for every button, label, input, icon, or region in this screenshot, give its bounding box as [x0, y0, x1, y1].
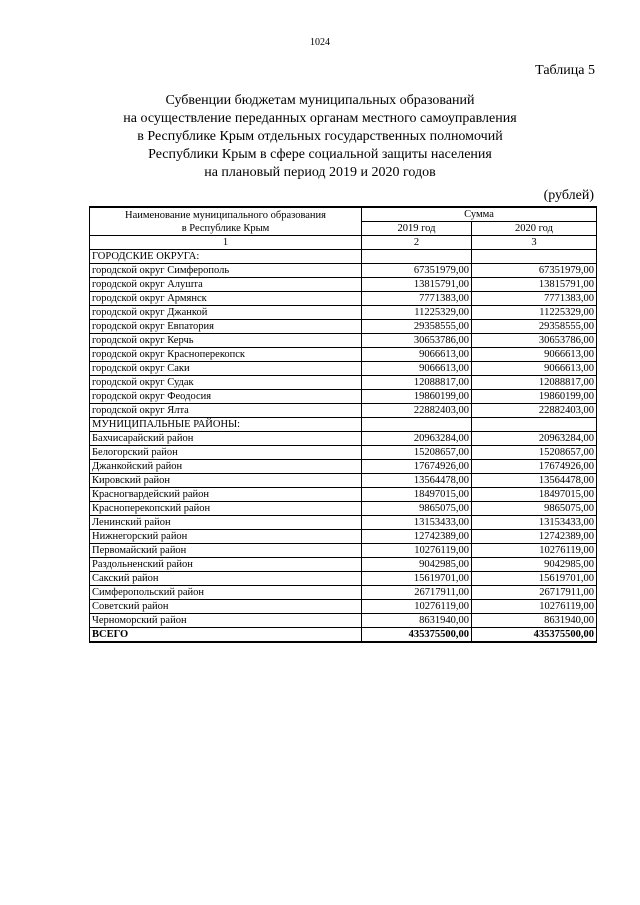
table-row	[90, 348, 597, 362]
amount-2020: 9865075,00	[472, 502, 597, 516]
amount-2020: 10276119,00	[472, 544, 597, 558]
table-row	[90, 292, 597, 306]
table-row	[90, 362, 597, 376]
municipality-name: Ленинский район	[90, 516, 362, 530]
amount-2019: 19860199,00	[362, 390, 472, 404]
table-row	[90, 474, 597, 488]
amount-2019: 29358555,00	[362, 320, 472, 334]
section-empty-2020	[472, 418, 597, 432]
municipality-name: Красноперекопский район	[90, 502, 362, 516]
amount-2020: 9042985,00	[472, 558, 597, 572]
amount-2020: 12088817,00	[472, 376, 597, 390]
municipality-name: городской округ Алушта	[90, 278, 362, 292]
header-year-2019: 2019 год	[362, 222, 472, 236]
total-row	[90, 628, 597, 643]
amount-2019: 12742389,00	[362, 530, 472, 544]
municipality-name: городской округ Керчь	[90, 334, 362, 348]
amount-2020: 26717911,00	[472, 586, 597, 600]
table-body	[90, 250, 597, 643]
table-row	[90, 460, 597, 474]
municipality-name: Черноморский район	[90, 614, 362, 628]
amount-2020: 17674926,00	[472, 460, 597, 474]
section-empty-2019	[362, 418, 472, 432]
municipality-name: городской округ Красноперекопск	[90, 348, 362, 362]
table-row	[90, 516, 597, 530]
amount-2019: 22882403,00	[362, 404, 472, 418]
table-label: Таблица 5	[535, 63, 595, 78]
amount-2020: 7771383,00	[472, 292, 597, 306]
amount-2020: 19860199,00	[472, 390, 597, 404]
amount-2020: 20963284,00	[472, 432, 597, 446]
title-line: на плановый период 2019 и 2020 годов	[204, 165, 436, 180]
subventions-table	[89, 206, 597, 643]
amount-2019: 17674926,00	[362, 460, 472, 474]
table-row	[90, 502, 597, 516]
table-row	[90, 278, 597, 292]
municipality-name: Раздольненский район	[90, 558, 362, 572]
amount-2019: 10276119,00	[362, 600, 472, 614]
section-empty-2020	[472, 250, 597, 264]
table-row	[90, 572, 597, 586]
amount-2020: 13153433,00	[472, 516, 597, 530]
title-line: Субвенции бюджетам муниципальных образований	[165, 93, 475, 108]
amount-2020: 15619701,00	[472, 572, 597, 586]
municipality-name: Нижнегорский район	[90, 530, 362, 544]
table-row	[90, 306, 597, 320]
amount-2019: 30653786,00	[362, 334, 472, 348]
column-number: 3	[472, 236, 597, 250]
table-row	[90, 488, 597, 502]
amount-2020: 18497015,00	[472, 488, 597, 502]
table-row	[90, 544, 597, 558]
amount-2020: 29358555,00	[472, 320, 597, 334]
amount-2019: 26717911,00	[362, 586, 472, 600]
amount-2019: 8631940,00	[362, 614, 472, 628]
municipality-name: городской округ Армянск	[90, 292, 362, 306]
municipality-name: Сакский район	[90, 572, 362, 586]
amount-2019: 9066613,00	[362, 362, 472, 376]
header-name	[90, 207, 362, 236]
amount-2020: 10276119,00	[472, 600, 597, 614]
section-header-row	[90, 250, 597, 264]
amount-2019: 7771383,00	[362, 292, 472, 306]
municipality-name: Бахчисарайский район	[90, 432, 362, 446]
amount-2020: 9066613,00	[472, 362, 597, 376]
municipality-name: Красногвардейский район	[90, 488, 362, 502]
municipality-name: городской округ Судак	[90, 376, 362, 390]
total-label: ВСЕГО	[90, 628, 362, 643]
table-row	[90, 404, 597, 418]
amount-2019: 11225329,00	[362, 306, 472, 320]
section-header-row	[90, 418, 597, 432]
amount-2019: 15208657,00	[362, 446, 472, 460]
table-row	[90, 614, 597, 628]
total-2019: 435375500,00	[362, 628, 472, 643]
section-title: МУНИЦИПАЛЬНЫЕ РАЙОНЫ:	[90, 418, 362, 432]
header-sum: Сумма	[362, 207, 597, 222]
amount-2019: 9042985,00	[362, 558, 472, 572]
amount-2020: 15208657,00	[472, 446, 597, 460]
municipality-name: городской округ Евпатория	[90, 320, 362, 334]
header-name-line1: Наименование муниципального образования	[125, 209, 326, 221]
amount-2019: 67351979,00	[362, 264, 472, 278]
header-year-2020: 2020 год	[472, 222, 597, 236]
table-row	[90, 586, 597, 600]
amount-2019: 12088817,00	[362, 376, 472, 390]
municipality-name: городской округ Ялта	[90, 404, 362, 418]
municipality-name: Симферопольский район	[90, 586, 362, 600]
table-row	[90, 600, 597, 614]
amount-2020: 30653786,00	[472, 334, 597, 348]
amount-2020: 12742389,00	[472, 530, 597, 544]
column-number: 1	[90, 236, 362, 250]
document-title	[0, 92, 640, 182]
amount-2020: 13815791,00	[472, 278, 597, 292]
amount-2020: 8631940,00	[472, 614, 597, 628]
amount-2019: 13564478,00	[362, 474, 472, 488]
title-line: в Республике Крым отдельных государственных полномочий	[137, 129, 503, 144]
municipality-name: городской округ Саки	[90, 362, 362, 376]
municipality-name: Первомайский район	[90, 544, 362, 558]
municipality-name: городской округ Джанкой	[90, 306, 362, 320]
municipality-name: городской округ Феодосия	[90, 390, 362, 404]
table-row	[90, 320, 597, 334]
table-row	[90, 530, 597, 544]
municipality-name: городской округ Симферополь	[90, 264, 362, 278]
municipality-name: Джанкойский район	[90, 460, 362, 474]
table-row	[90, 264, 597, 278]
amount-2019: 15619701,00	[362, 572, 472, 586]
column-number: 2	[362, 236, 472, 250]
amount-2020: 67351979,00	[472, 264, 597, 278]
total-2020: 435375500,00	[472, 628, 597, 643]
amount-2019: 20963284,00	[362, 432, 472, 446]
amount-2019: 9066613,00	[362, 348, 472, 362]
amount-2019: 10276119,00	[362, 544, 472, 558]
column-numbers-row	[90, 236, 597, 250]
municipality-name: Белогорский район	[90, 446, 362, 460]
table-row	[90, 558, 597, 572]
municipality-name: Кировский район	[90, 474, 362, 488]
amount-2019: 18497015,00	[362, 488, 472, 502]
page-number: 1024	[310, 37, 330, 48]
amount-2020: 22882403,00	[472, 404, 597, 418]
table-row	[90, 390, 597, 404]
amount-2019: 9865075,00	[362, 502, 472, 516]
unit-label: (рублей)	[543, 188, 594, 203]
header-name-line2: в Республике Крым	[181, 222, 270, 234]
amount-2020: 9066613,00	[472, 348, 597, 362]
municipality-name: Советский район	[90, 600, 362, 614]
section-title: ГОРОДСКИЕ ОКРУГА:	[90, 250, 362, 264]
title-line: Республики Крым в сфере социальной защиты населения	[148, 147, 492, 162]
table-row	[90, 432, 597, 446]
table-row	[90, 446, 597, 460]
title-line: на осуществление переданных органам местного самоуправления	[123, 111, 517, 126]
table-row	[90, 334, 597, 348]
header-row	[90, 207, 597, 222]
amount-2020: 11225329,00	[472, 306, 597, 320]
amount-2020: 13564478,00	[472, 474, 597, 488]
amount-2019: 13153433,00	[362, 516, 472, 530]
table-row	[90, 376, 597, 390]
amount-2019: 13815791,00	[362, 278, 472, 292]
section-empty-2019	[362, 250, 472, 264]
